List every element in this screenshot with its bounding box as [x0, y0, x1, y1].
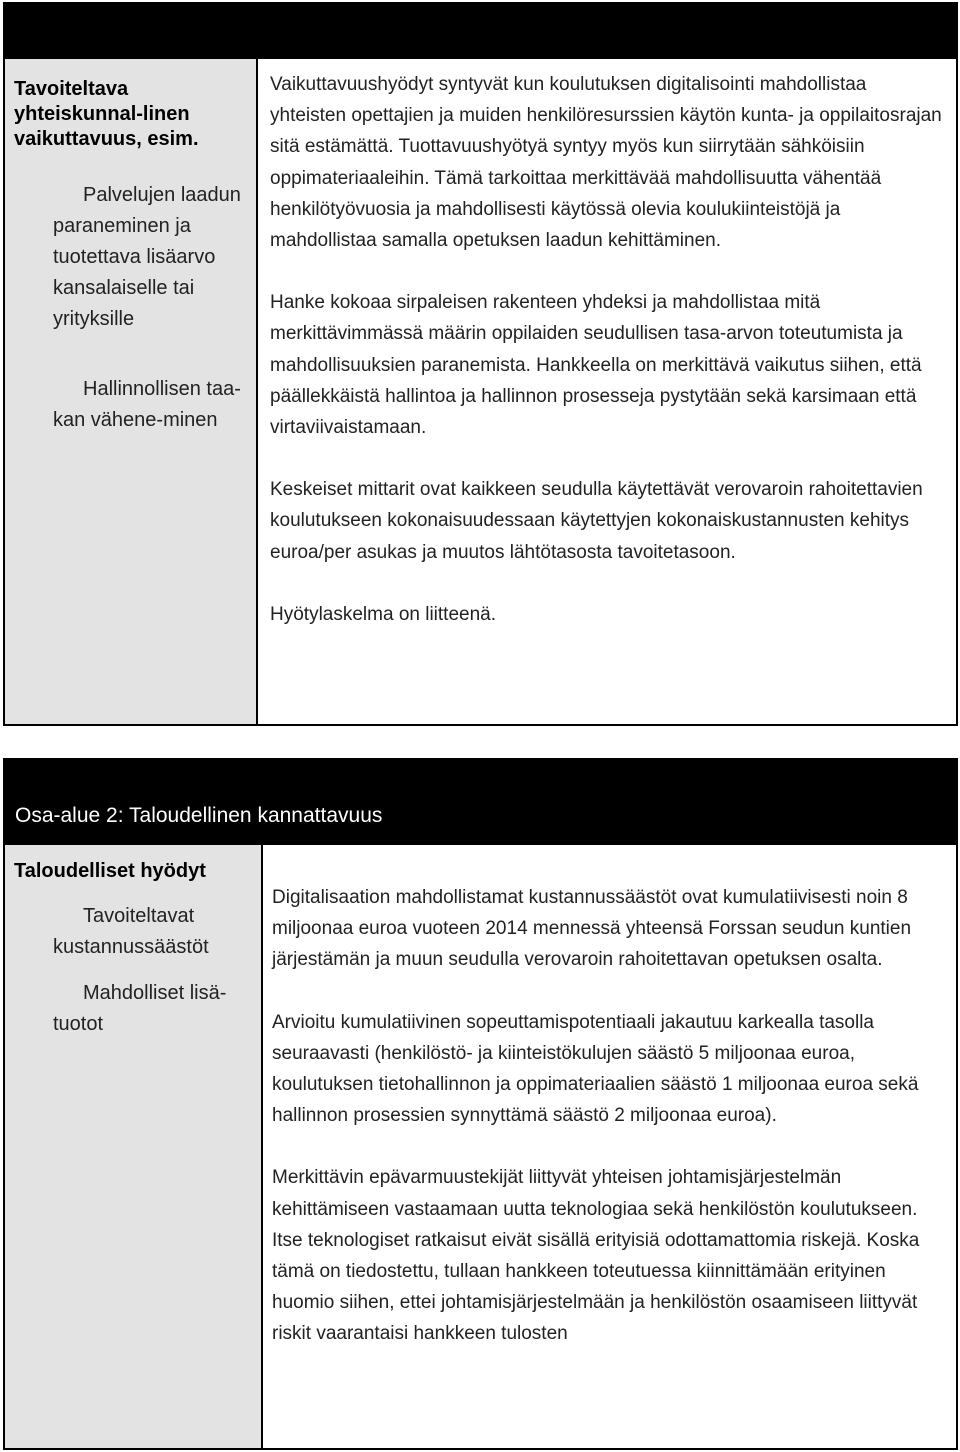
impact-table [3, 2, 958, 726]
header-bar [5, 4, 956, 59]
bullet-item [53, 901, 253, 963]
paragraph: Vaikuttavuushyödyt syntyvät kun koulutuksen digitalisointi mahdollistaa yhteisten opettajien ja muiden henkilöresurssien käytön kunta- ja oppilaitosrajan sitä estämättä. Tuottavuushyötyä syntyy myös kun siirrytään sähköisiin oppimateriaaleihin. Tämä tarkoittaa merkittävää mahdollisuutta vähentää henkilötyövuosia ja mahdollisesti käytössä olevia koulukiinteistöjä ja mahdollistaa samalla opetuksen laadun kehittäminen. [270, 74, 942, 252]
left-heading: Tavoiteltava yhteiskunnal-linen vaikuttavuus, esim. [14, 78, 199, 150]
left-column [5, 59, 258, 724]
paragraph: Hanke kokoaa sirpaleisen rakenteen yhdeksi ja mahdollistaa mitä merkittävimmässä määrin oppilaiden seudullisen tasa-arvon toteutumista ja mahdollisuuksien paranemista. Hankkeella on merkittävä vaikutus siihen, että päällekkäistä hallintoa ja hallinnon prosesseja pystytään sekä karsimaan että virtaviivaistamaan. [270, 292, 922, 439]
bullet-text: Tavoiteltavat kustannussäästöt [53, 905, 209, 958]
left-heading: Taloudelliset hyödyt [14, 860, 206, 882]
bullet-text: Hallinnollisen taa-kan vähene-minen [53, 378, 241, 431]
bullet-item [53, 180, 248, 335]
paragraph: Digitalisaation mahdollistamat kustannussäästöt ovat kumulatiivisesti noin 8 miljoonaa euroa vuoteen 2014 mennessä yhteensä Forssan seudun kuntien järjestämän ja muun seudulla verovaroin rahoitettavan opetuksen osalta. [272, 887, 912, 971]
right-column [263, 845, 956, 1448]
economic-table [3, 758, 958, 1450]
paragraph: Keskeiset mittarit ovat kaikkeen seudulla käytettävät verovaroin rahoitettavien koulutukseen kokonaisuudessaan käytettyjen kokonaiskustannusten kehitys euroa/per asukas ja muutos lähtötasosta tavoitetasoon. [270, 479, 923, 563]
bullet-text: Mahdolliset lisä-tuotot [53, 982, 227, 1035]
paragraph: Merkittävin epävarmuustekijät liittyvät yhteisen johtamisjärjestelmän kehittämiseen vastaamaan uutta teknologiaa sekä henkilöstön koulutukseen. Itse teknologiset ratkaisut eivät sisällä erityisiä odottamattomia riskejä. Koska tämä on tiedostettu, tullaan hankkeen toteutuessa kiinnittämään erityinen huomio siihen, ettei johtamisjärjestelmään ja henkilöstön osaamiseen liittyvät riskit vaarantaisi hankkeen tulosten [272, 1167, 920, 1345]
paragraph: Arvioitu kumulatiivinen sopeuttamispotentiaali jakautuu karkealla tasolla seuraavasti (henkilöstö- ja kiinteistökulujen säästö 5 miljoonaa euroa, koulutuksen tietohallinnon ja oppimateriaalien säästö 1 miljoonaa euroa sekä hallinnon prosessien synnyttämä säästö 2 miljoonaa euroa). [272, 1011, 919, 1127]
paragraph: Hyötylaskelma on liitteenä. [270, 603, 496, 625]
section-title: Osa-alue 2: Taloudellinen kannattavuus [15, 804, 383, 827]
right-column [258, 59, 956, 724]
left-column [5, 845, 263, 1448]
bullet-item [53, 978, 253, 1040]
bullet-item [53, 374, 248, 436]
section-header-bar [5, 760, 956, 845]
bullet-text: Palvelujen laadun paraneminen ja tuotettava lisäarvo kansalaiselle tai yrityksille [53, 184, 241, 330]
